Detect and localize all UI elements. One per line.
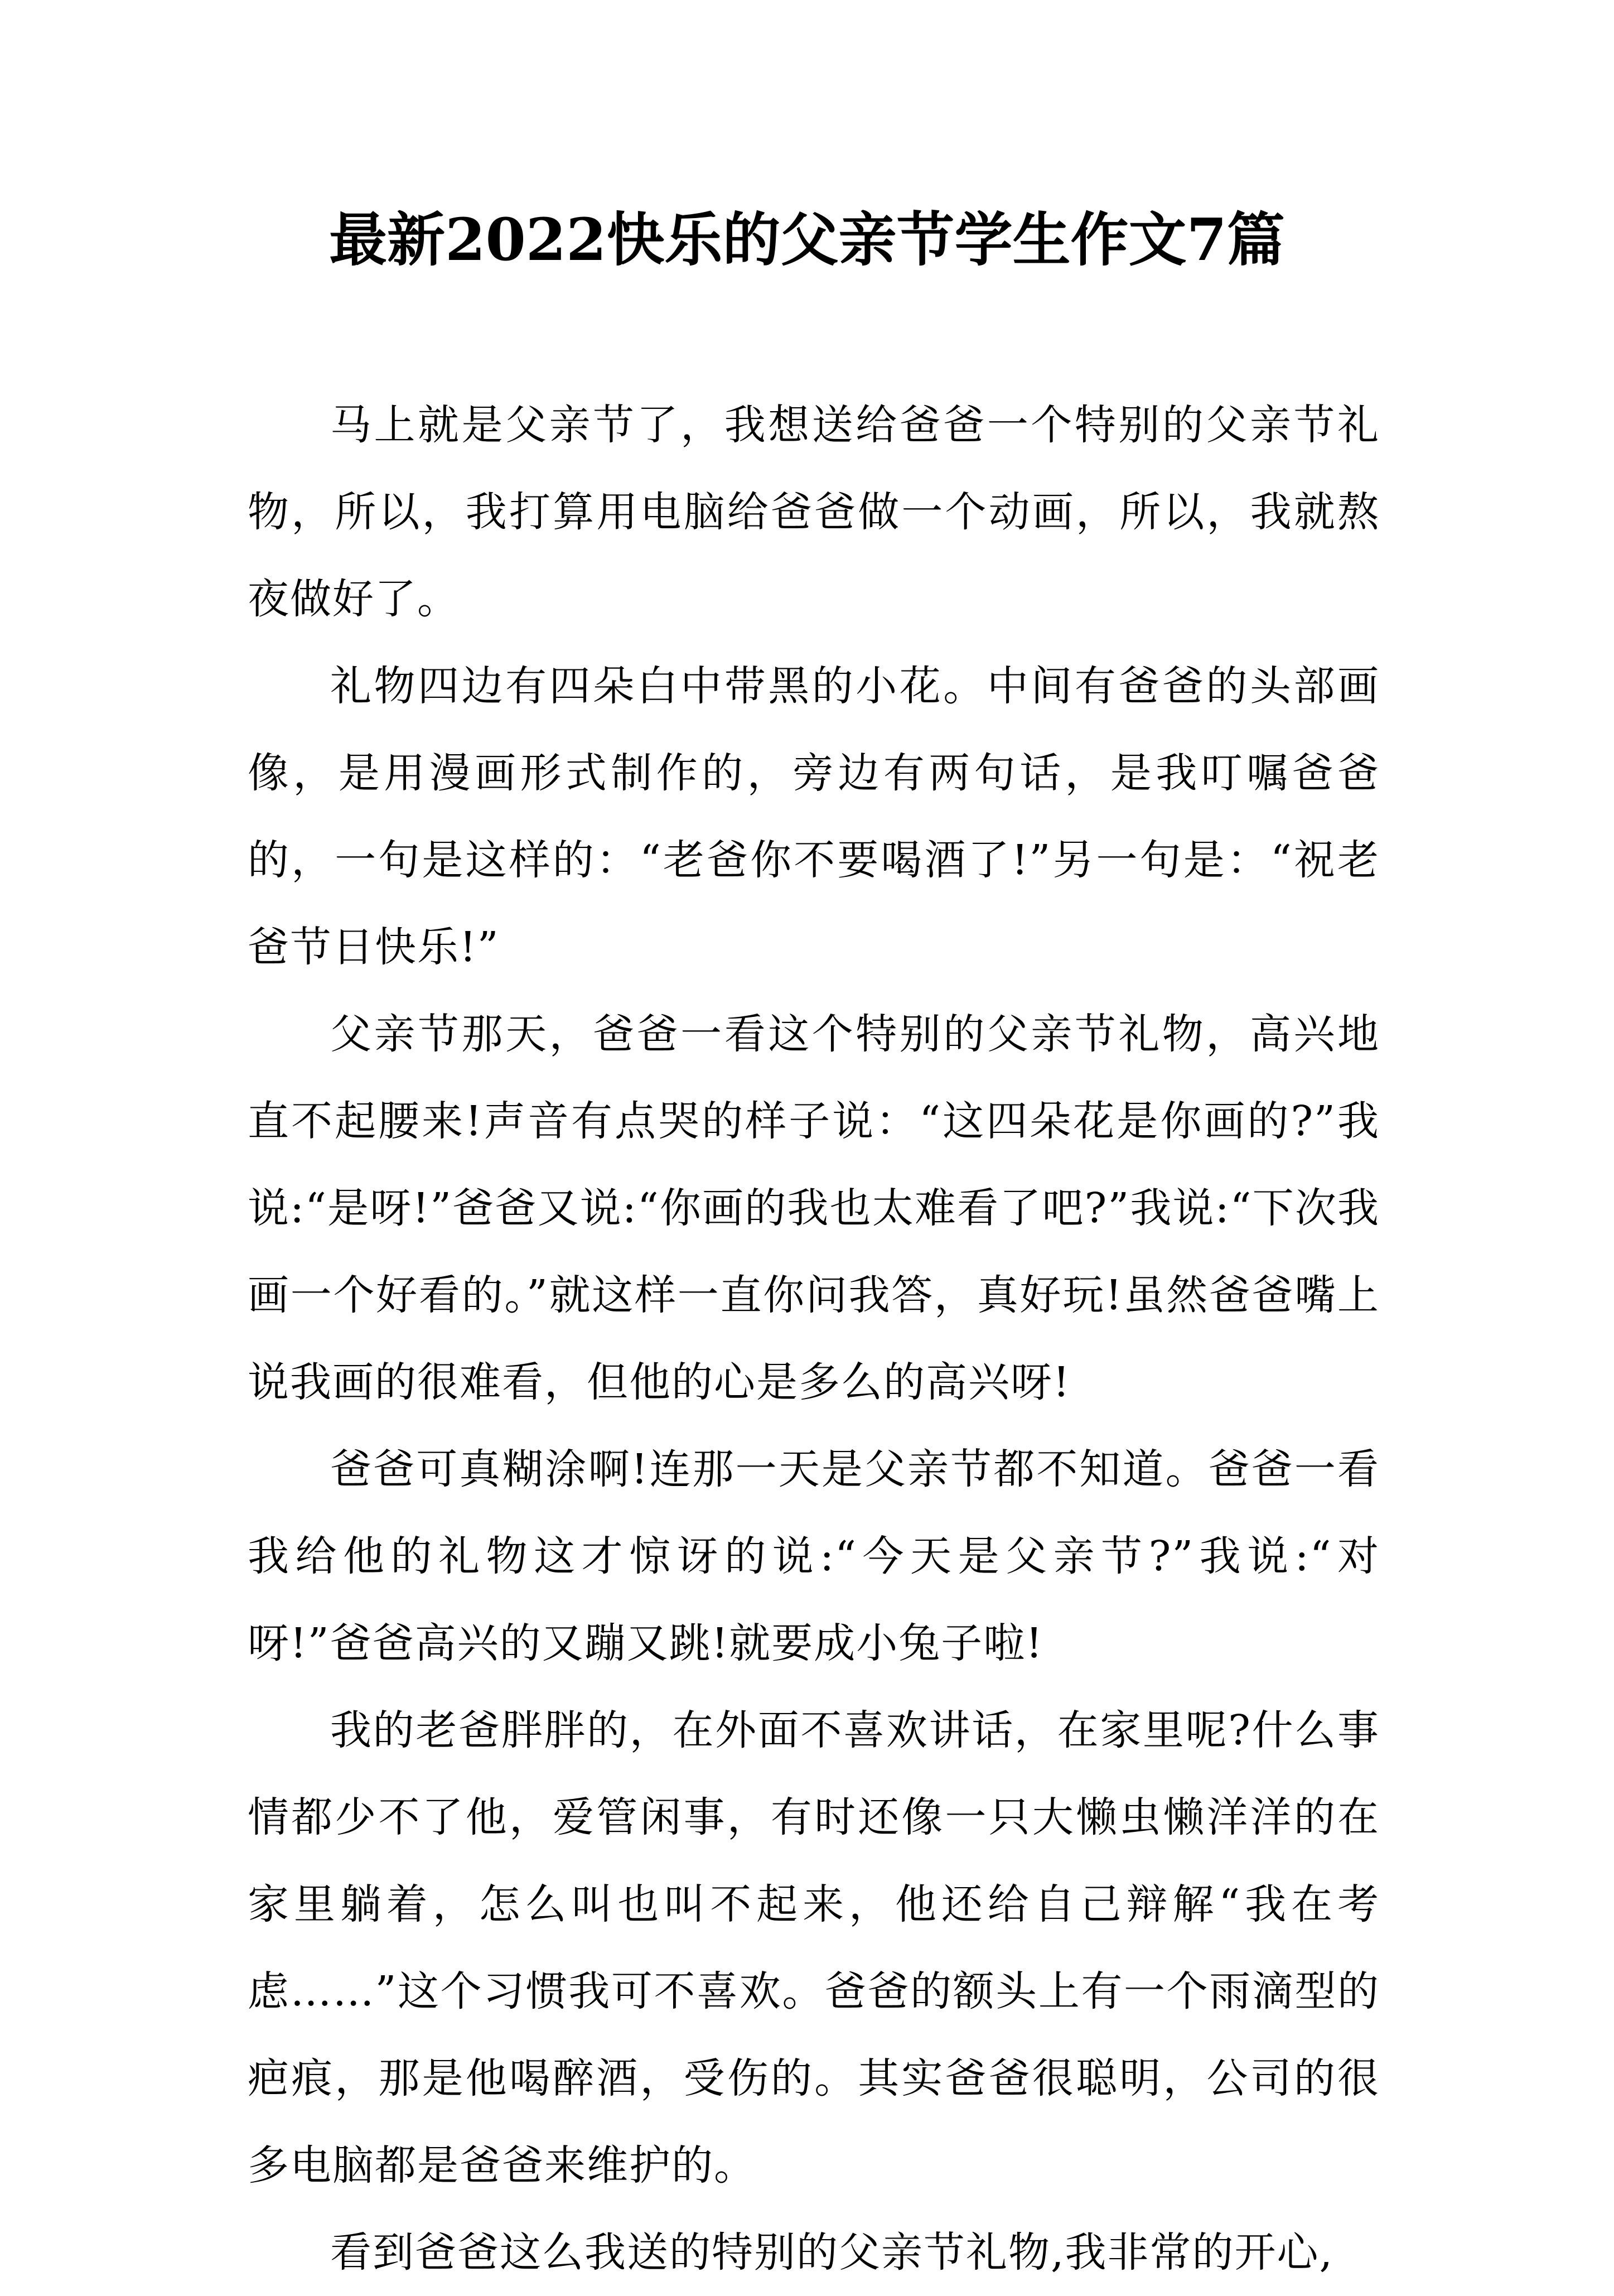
- paragraph-4: 爸爸可真糊涂啊!连那一天是父亲节都不知道。爸爸一看我给他的礼物这才惊讶的说:“今天是父亲节?”我说:“对呀!”爸爸高兴的又蹦又跳!就要成小兔子啦!: [248, 1445, 1380, 1667]
- paragraph-3: 父亲节那天，爸爸一看这个特别的父亲节礼物，高兴地直不起腰来!声音有点哭的样子说：“这四朵花是你画的?”我说:“是呀!”爸爸又说:“你画的我也太难看了吧?”我说:“下次我画一个好看的。”就这样一直你问我答，真好玩!虽然爸爸嘴上说我画的很难看，但他的心是多么的高兴呀!: [248, 1010, 1380, 1406]
- document-title: 最新2022快乐的父亲节学生作文7篇: [329, 205, 1285, 274]
- paragraph-6: 看到爸爸这么我送的特别的父亲节礼物,我非常的开心,: [330, 2229, 1334, 2276]
- document-body: [248, 382, 1380, 2296]
- paragraph-2: 礼物四边有四朵白中带黑的小花。中间有爸爸的头部画像，是用漫画形式制作的，旁边有两句话，是我叮嘱爸爸的，一句是这样的：“老爸你不要喝酒了!”另一句是：“祝老爸节日快乐!”: [248, 662, 1380, 971]
- paragraph-1: 马上就是父亲节了，我想送给爸爸一个特别的父亲节礼物，所以，我打算用电脑给爸爸做一个动画，所以，我就熬夜做好了。: [248, 401, 1380, 623]
- paragraph-5: 我的老爸胖胖的，在外面不喜欢讲话，在家里呢?什么事情都少不了他，爱管闲事，有时还像一只大懒虫懒洋洋的在家里躺着，怎么叫也叫不起来，他还给自己辩解“我在考虑……”这个习惯我可不喜欢。爸爸的额头上有一个雨滴型的疤痕，那是他喝醉酒，受伤的。其实爸爸很聪明，公司的很多电脑都是爸爸来维护的。: [248, 1706, 1380, 2189]
